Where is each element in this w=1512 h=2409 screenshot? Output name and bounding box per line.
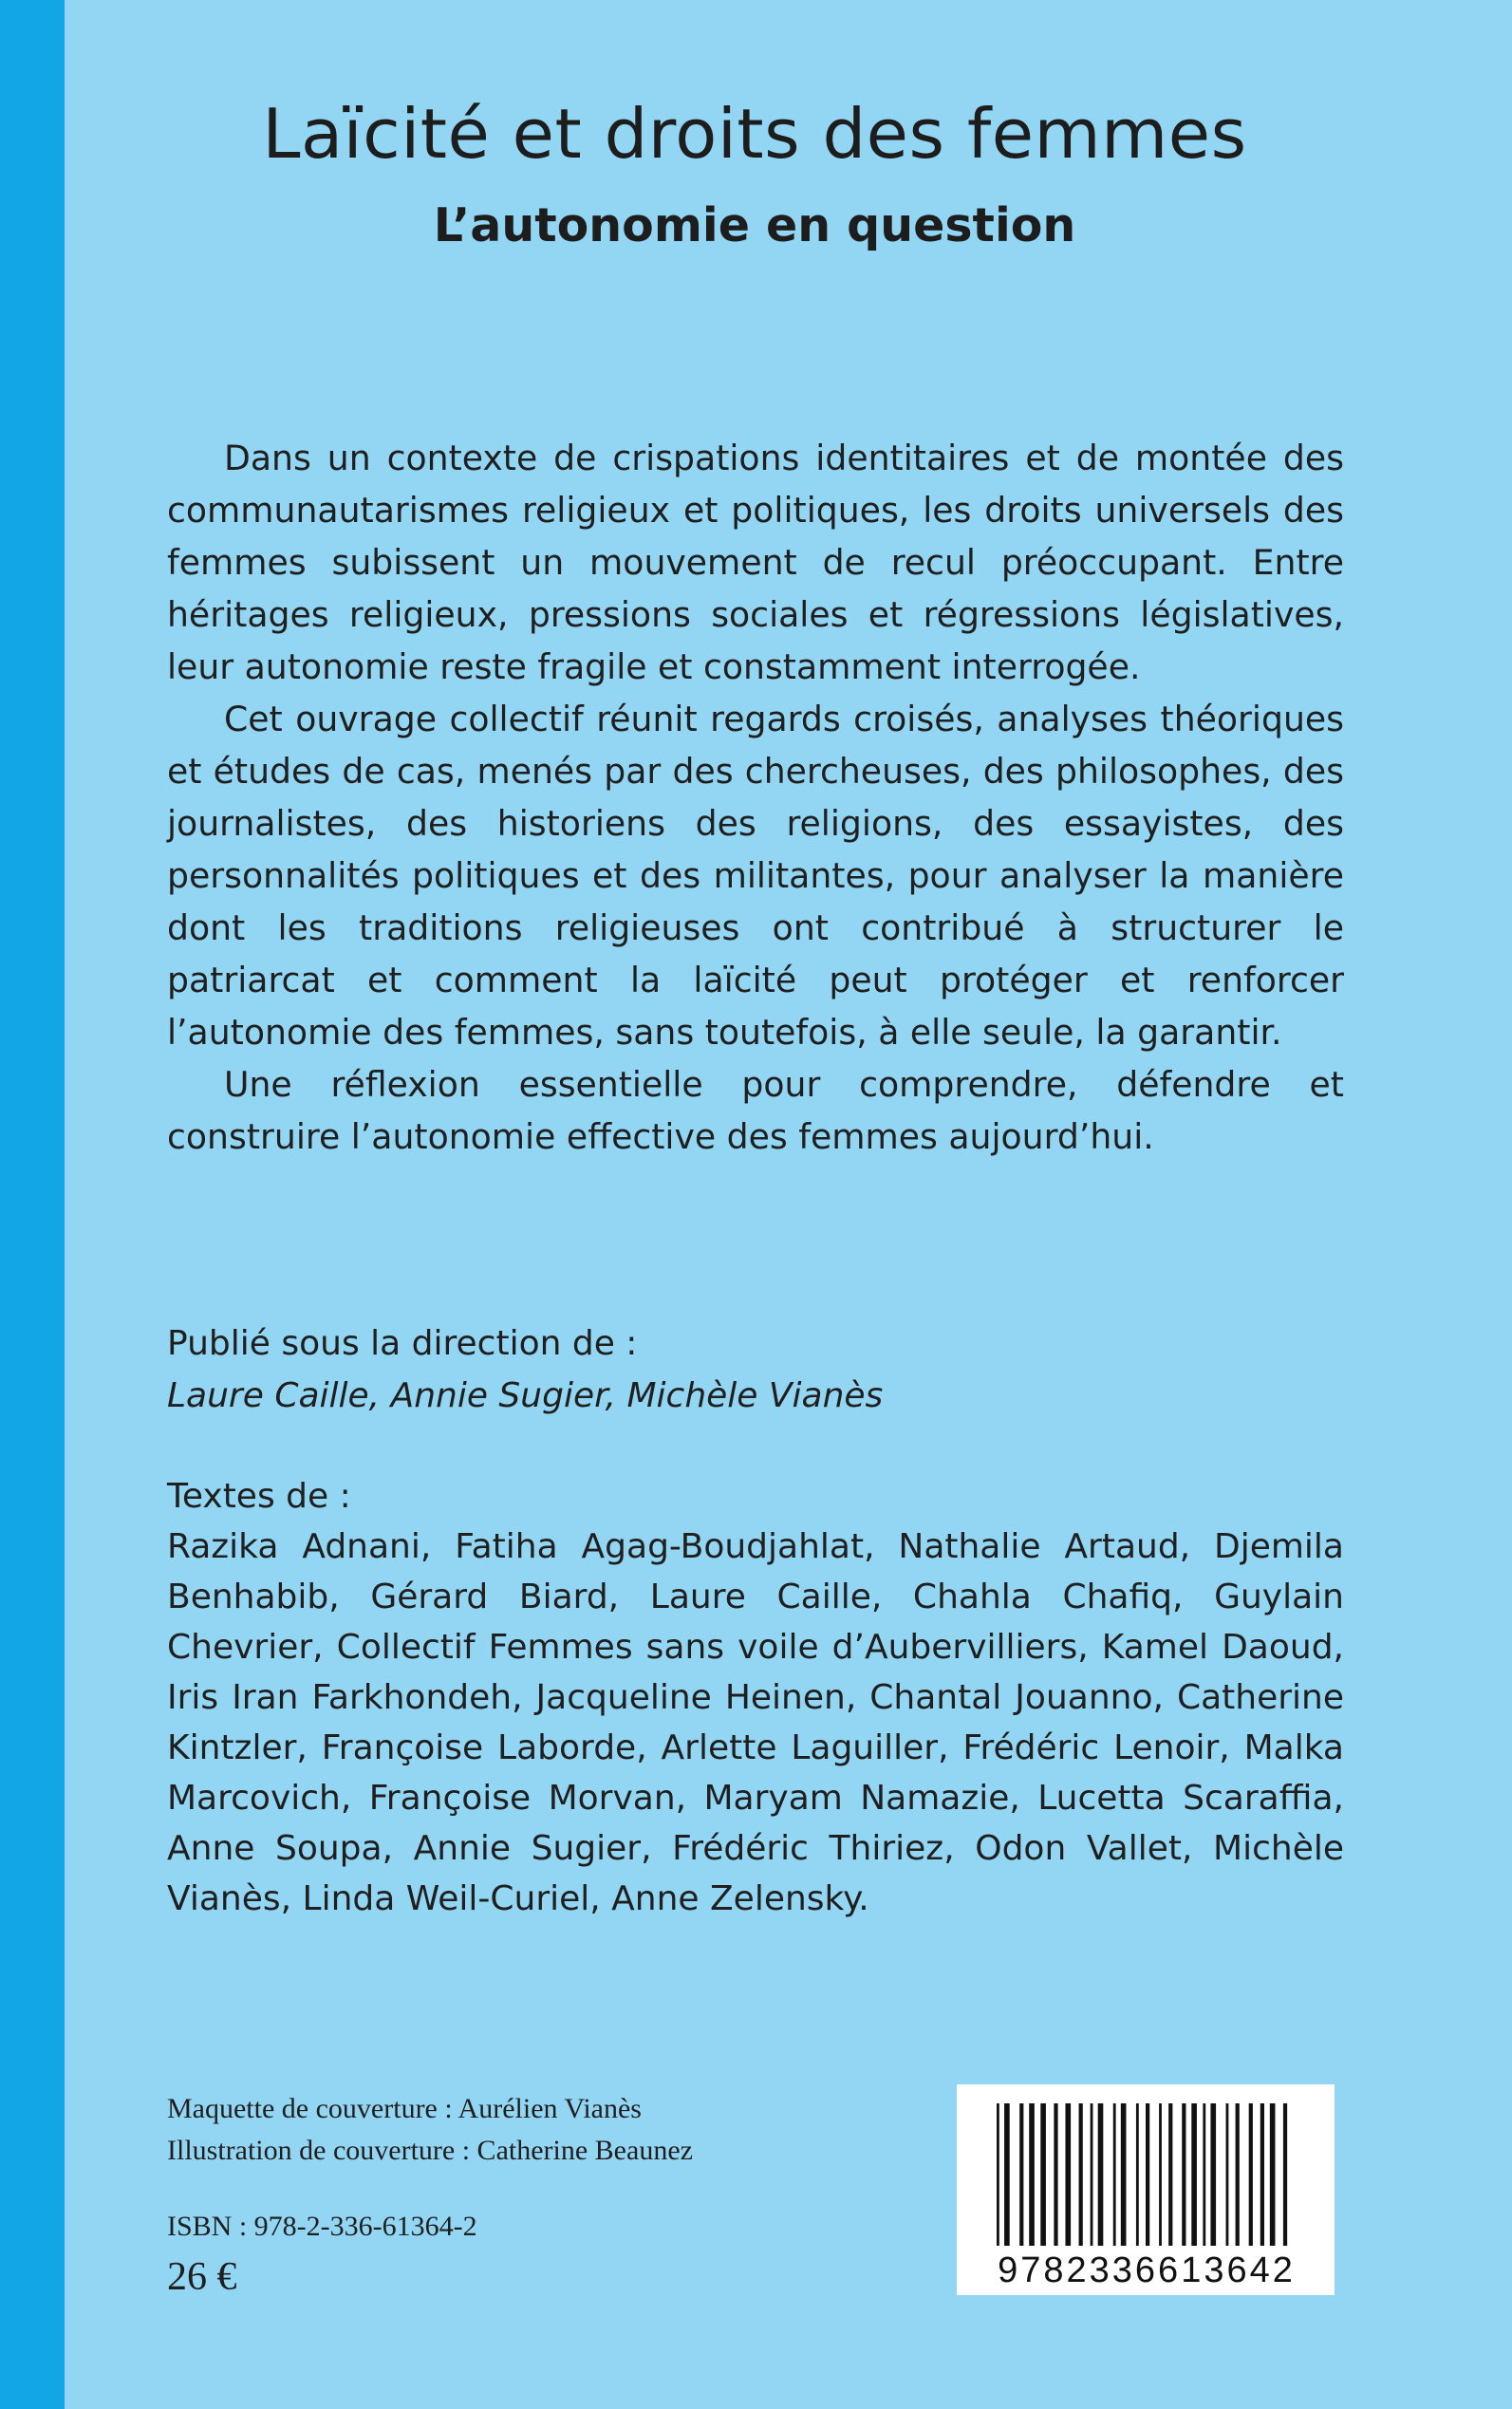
barcode-bar	[1236, 2103, 1240, 2246]
barcode-bar	[1040, 2103, 1046, 2246]
barcode-bar	[1146, 2103, 1149, 2246]
credit-illustration: Illustration de couverture : Catherine Beaunez	[167, 2135, 693, 2166]
barcode	[957, 2084, 1335, 2295]
barcode-bar	[1113, 2103, 1116, 2246]
barcode-bar	[1029, 2103, 1035, 2246]
price: 26 €	[167, 2255, 237, 2299]
spine-stripe	[0, 0, 65, 2409]
blurb-paragraph: Dans un contexte de crispations identitaires et de montée des communautarismes religieux et politiques, les droits universels des femmes subissent un mouvement de recul préoccupant. Entre héritages religieux, pressions sociales et régressions législatives, leur autonomie reste fragile et constamment interrogée.	[167, 438, 1344, 687]
barcode-digits: 9782336613642	[998, 2250, 1296, 2290]
barcode-bar	[1019, 2103, 1023, 2246]
barcode-bar	[1226, 2103, 1229, 2246]
barcode-bar	[1260, 2103, 1264, 2246]
book-subtitle: L’autonomie en question	[433, 198, 1076, 252]
barcode-bar	[1159, 2103, 1162, 2246]
blurb-paragraph: Une réflexion essentielle pour comprendre, défendre et construire l’autonomie effective des femmes aujourd’hui.	[167, 1064, 1344, 1157]
barcode-bar	[1249, 2103, 1253, 2246]
barcode-bar	[1182, 2103, 1185, 2246]
contributors-names: Razika Adnani, Fatiha Agag-Boudjahlat, Nathalie Artaud, Djemila Benhabib, Gérard Biard, Laure Caille, Chahla Chafiq, Guylain Chevrier, Collectif Femmes sans voile d’Aubervilliers, Kamel Daoud, Iris Iran Farkhondeh, Jacqueline Heinen, Chantal Jouanno, Catherine Kintzler, Françoise Laborde, Arlette Laguiller, Frédéric Lenoir, Malka Marcovich, Françoise Morvan, Maryam Namazie, Lucetta Scaraffia, Anne Soupa, Annie Sugier, Frédéric Thiriez, Odon Vallet, Michèle Vianès, Linda Weil-Curiel, Anne Zelensky.	[167, 1527, 1344, 1918]
barcode-bar	[1136, 2103, 1139, 2246]
cover-credits	[167, 2088, 831, 2172]
editors-names: Laure Caille, Annie Sugier, Michèle Vianès	[167, 1376, 884, 1415]
barcode-bar	[1004, 2103, 1010, 2246]
blurb-paragraph: Cet ouvrage collectif réunit regards croisés, analyses théoriques et études de cas, menés par des chercheuses, des philosophes, des journalistes, des historiens des religions, des essayistes, des personnalités politiques et des militantes, pour analyser la manière dont les traditions religieuses ont contribué à structurer le patriarcat et comment la laïcité peut protéger et renforcer l’autonomie des femmes, sans toutefois, à elle seule, la garantir.	[167, 699, 1344, 1053]
barcode-bar	[1054, 2103, 1057, 2246]
editors-section	[167, 1317, 1344, 1422]
book-title: Laïcité et droits des femmes	[262, 94, 1247, 174]
blurb	[167, 432, 1344, 1163]
barcode-bar	[1270, 2103, 1276, 2246]
contributors-label: Textes de :	[167, 1477, 351, 1516]
isbn: ISBN : 978-2-336-61364-2	[167, 2211, 477, 2242]
editors-label: Publié sous la direction de :	[167, 1324, 638, 1363]
credit-maquette: Maquette de couverture : Aurélien Vianès	[167, 2093, 642, 2124]
barcode-bar	[1098, 2103, 1104, 2246]
barcode-icon	[997, 2103, 1295, 2246]
barcode-bar	[1065, 2103, 1071, 2246]
barcode-bar	[1210, 2103, 1216, 2246]
barcode-bar	[1168, 2103, 1172, 2246]
barcode-bar	[1191, 2103, 1197, 2246]
barcode-bar	[1203, 2103, 1205, 2246]
barcode-bar	[1079, 2103, 1083, 2246]
contributors-section	[167, 1471, 1344, 1924]
barcode-bar	[997, 2103, 999, 2246]
barcode-bar	[1283, 2103, 1287, 2246]
barcode-bar	[1121, 2103, 1127, 2246]
barcode-bar	[1091, 2103, 1093, 2246]
